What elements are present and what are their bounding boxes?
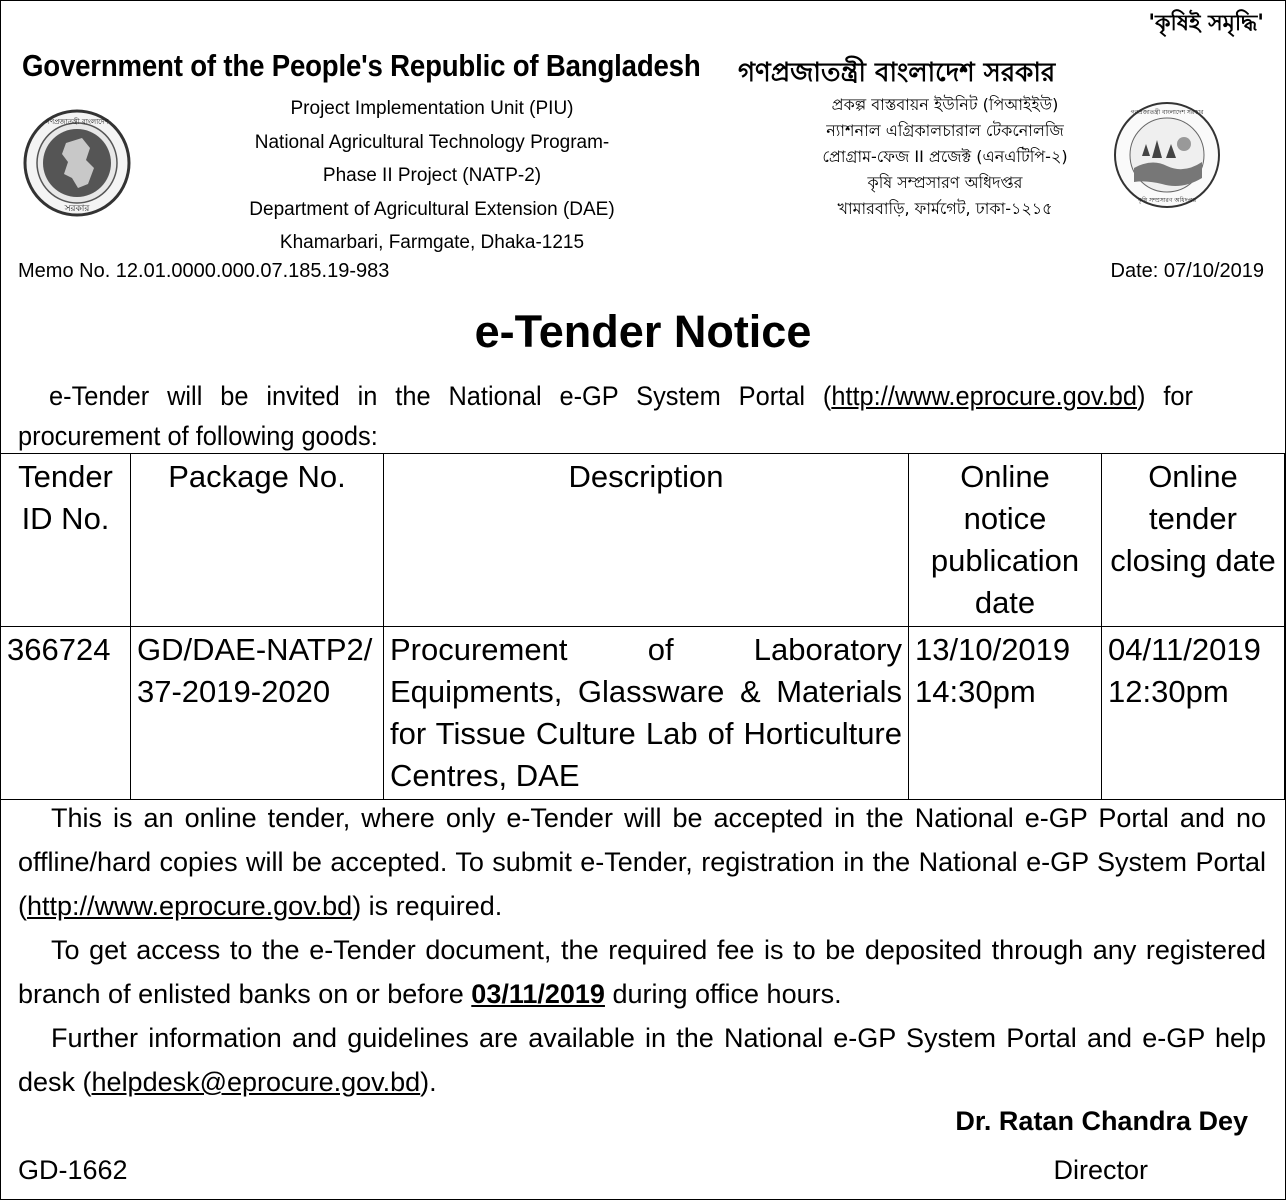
table-header-row — [1, 454, 1285, 627]
address-line-bn: প্রকল্প বাস্তবায়ন ইউনিট (পিআইইউ) — [831, 95, 1059, 114]
government-seal-icon — [22, 108, 132, 218]
fee-paragraph — [18, 928, 1266, 1016]
address-line-en: Department of Agricultural Extension (DAE) — [249, 198, 615, 220]
intro-text: e-Tender will be invited in the National e-GP System Portal ( — [49, 381, 832, 411]
para-text: To get access to the e-Tender document, the required fee is to be deposited through any registered branch of enlisted banks on or before — [18, 935, 1266, 1009]
para-text-end: ). — [420, 1067, 437, 1097]
logo-text-top: গণপ্রজাতন্ত্রী বাংলাদেশ সরকার — [1130, 109, 1204, 116]
intro-text-end: ) for procurement of following goods: — [18, 381, 1193, 451]
header-package-no: Package No. — [131, 454, 384, 627]
closing-time: 12:30pm — [1108, 674, 1229, 709]
address-line-bn: খামারবাড়ি, ফার্মগেট, ঢাকা-১২১৫ — [837, 199, 1053, 218]
online-tender-paragraph — [18, 796, 1266, 928]
address-line-bn: প্রোগ্রাম-ফেজ II প্রজেক্ট (এনএটিপি-২) — [822, 147, 1068, 166]
government-title-bn: গণপ্রজাতন্ত্রী বাংলাদেশ সরকার — [738, 58, 1056, 88]
office-address-en — [222, 92, 642, 260]
para-text: This is an online tender, where only e-Tender will be accepted in the National e-GP Portal and no offline/hard copies will be accepted. To submit e-Tender, registration in the National e-GP System Portal ( — [18, 803, 1266, 921]
header-tender-id: Tender ID No. — [1, 454, 131, 627]
seal-text-top: গণপ্রজাতন্ত্রী বাংলাদেশ — [45, 118, 109, 126]
cell-description: Procurement of Laboratory Equipments, Glassware & Materials for Tissue Culture Lab of Horticulture Centres, DAE — [384, 627, 909, 800]
address-line-en: Khamarbari, Farmgate, Dhaka-1215 — [279, 232, 585, 253]
notice-date: Date: 07/10/2019 — [1110, 260, 1264, 282]
cell-closing-date — [1102, 627, 1285, 800]
para-text: Further information and guidelines are available in the National e-GP System Portal and e-GP help desk ( — [18, 1023, 1266, 1097]
address-line-en: Phase II Project (NATP-2) — [322, 165, 542, 186]
tender-table — [0, 453, 1285, 800]
header-publication-date: Online notice publication date — [909, 454, 1102, 627]
seal-text-bottom: সরকার — [64, 204, 90, 214]
header-description: Description — [384, 454, 909, 627]
cell-tender-id: 366724 — [1, 627, 131, 800]
help-paragraph — [18, 1016, 1266, 1104]
publication-time: 14:30pm — [915, 674, 1036, 709]
gd-code: GD-1662 — [18, 1155, 128, 1185]
dae-logo-icon — [1112, 100, 1222, 210]
publication-date: 13/10/2019 — [915, 632, 1071, 667]
para-text-end: ) is required. — [352, 891, 503, 921]
closing-date: 04/11/2019 — [1108, 632, 1261, 667]
cell-package-no: GD/DAE-NATP2/37-2019-2020 — [131, 627, 384, 800]
memo-number: Memo No. 12.01.0000.000.07.185.19-983 — [18, 260, 390, 282]
page-title: e-Tender Notice — [474, 306, 812, 357]
header-closing-date: Online tender closing date — [1102, 454, 1285, 627]
address-line-en: National Agricultural Technology Program- — [254, 131, 610, 153]
government-title-en: Government of the People's Republic of Bangladesh — [22, 48, 701, 83]
eprocure-link[interactable]: http://www.eprocure.gov.bd — [831, 381, 1138, 411]
notice-body — [18, 796, 1266, 1104]
helpdesk-email-link[interactable]: helpdesk@eprocure.gov.bd — [91, 1067, 421, 1097]
address-line-en: Project Implementation Unit (PIU) — [290, 98, 574, 119]
signatory-name: Dr. Ratan Chandra Dey — [955, 1106, 1248, 1136]
table-row — [1, 627, 1285, 800]
deadline-date: 03/11/2019 — [471, 979, 605, 1009]
logo-text-bottom: কৃষি সম্প্রসারণ অধিদপ্তর — [1137, 197, 1197, 204]
cell-publication-date — [909, 627, 1102, 800]
intro-paragraph — [18, 376, 1193, 456]
motto-bn: 'কৃষিই সমৃদ্ধি' — [1148, 11, 1264, 36]
office-address-bn — [780, 92, 1110, 222]
address-line-bn: ন্যাশনাল এগ্রিকালচারাল টেকনোলজি — [826, 121, 1064, 140]
para-text-end: during office hours. — [604, 979, 842, 1009]
address-line-bn: কৃষি সম্প্রসারণ অধিদপ্তর — [867, 173, 1023, 192]
eprocure-link[interactable]: http://www.eprocure.gov.bd — [27, 891, 353, 921]
signatory-title: Director — [1053, 1155, 1148, 1185]
